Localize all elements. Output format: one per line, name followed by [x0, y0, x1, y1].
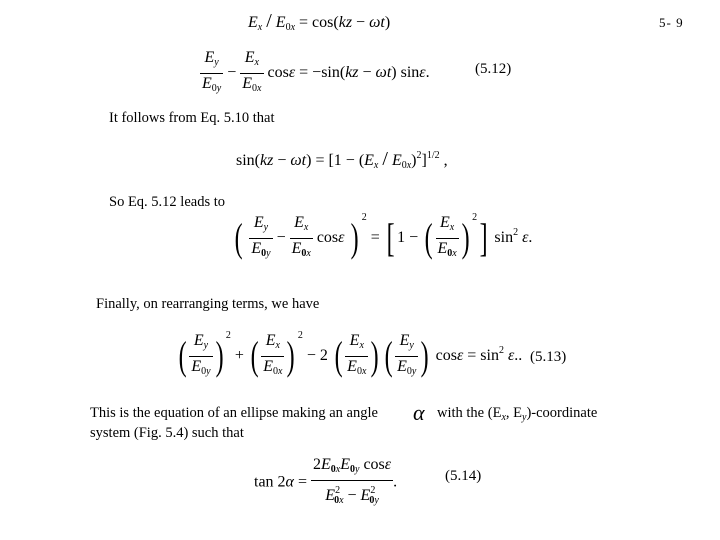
equation-label-5-14: (5.14) [445, 468, 482, 484]
equation-label-5-13: (5.13) [530, 349, 567, 365]
equation-5-13: ( $\frac{E_y}{E_{0y}}$ ) $^2$ + ( $\frac{E_x}{E_{0x}}$ ) $^2$ − 2 ( $\frac{E_x}{E_{0x}}$ ) ( $\frac{E_y}{E_{0y}}$ ) $\cos\varepsilon = \sin^2 \varepsilon$.. [178, 330, 523, 379]
text-ellipse-3: system (Fig. 5.4) such that [90, 425, 244, 441]
text-ellipse-2: with the ($E_x$, $E_y$)-coordinate [437, 405, 598, 423]
text-ellipse-1: This is the equation of an ellipse making an angle [90, 405, 378, 421]
equation-5-12: $\frac{E_y}{E_{0y}}$ − $\frac{E_x}{E_{0x}}$ cosε = −sin(kz − ωt) sinε. [202, 49, 430, 94]
alpha-symbol: α [413, 400, 425, 425]
equation-lead: ( $\frac{E_y}{E_{0y}}$ − $\frac{E_x}{E_{0x}}$ cosε ) $^2$ = [ 1 − ( $\frac{E_x}{E_{0x}}$ ) $^2$] $\sin^2 \varepsilon$. [234, 212, 533, 261]
equation-sin: $\sin(kz - \omega t) = [1 - (E_x / E_{0x})^2]^{1/2}$ , [236, 148, 448, 171]
text-rearranging: Finally, on rearranging terms, we have [96, 296, 320, 312]
equation-5-14: tan 2α = $\frac{2E_{0x}E_{0y} \cos\varepsilon}{E^2_{0x} - E^2_{0y}}$ . [254, 456, 398, 506]
text-follows: It follows from Eq. 5.10 that [109, 110, 275, 126]
equation-top: $E_x / E_{0x} = \cos(kz - \omega t)$ [248, 10, 391, 33]
equation-label-5-12: (5.12) [475, 61, 512, 77]
text-leads: So Eq. 5.12 leads to [109, 194, 225, 210]
page-number: 5- 9 [659, 15, 684, 30]
